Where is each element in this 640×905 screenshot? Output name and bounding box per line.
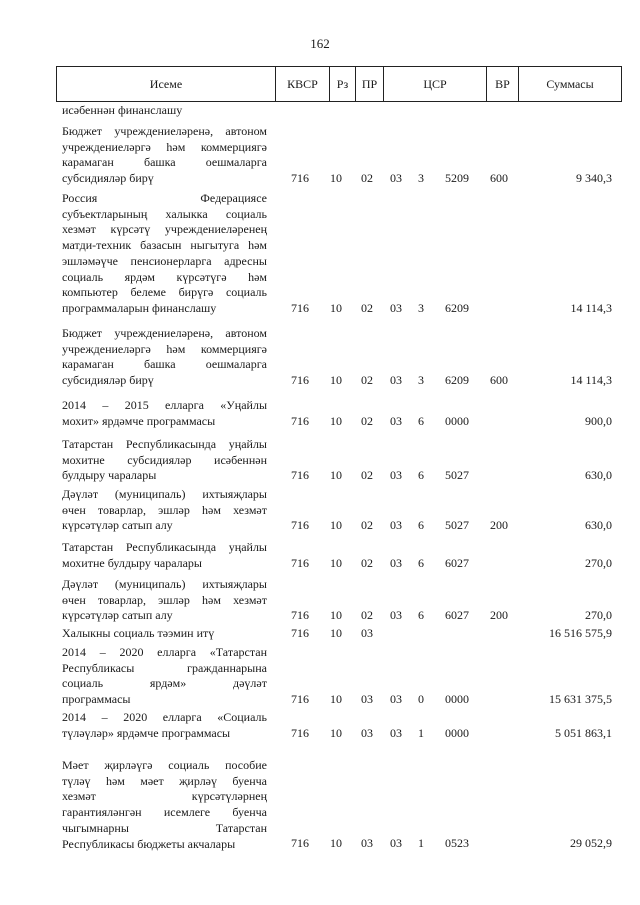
row-name	[62, 398, 267, 429]
header-kvsr: КВСР	[275, 67, 329, 101]
cell-pr: 03	[361, 836, 373, 851]
cell-pr: 02	[361, 555, 373, 570]
cell-c2: 6	[418, 468, 424, 483]
row-name-line: түләүләр» ярдәмче программасы	[62, 725, 231, 740]
table-row	[0, 540, 640, 571]
row-name	[62, 487, 267, 534]
cell-rz: 10	[330, 725, 342, 740]
cell-kvsr: 716	[291, 373, 309, 388]
page-number: 162	[310, 36, 330, 51]
cell-pr: 03	[361, 692, 373, 707]
cell-vr: 200	[490, 608, 508, 623]
cell-c2: 6	[418, 555, 424, 570]
row-name-line: Дәүләт (муниципаль) ихтыяҗлары	[62, 577, 267, 591]
row-name-line: исәбеннән финанслашу	[62, 103, 183, 117]
cell-c1: 03	[390, 608, 402, 623]
cell-kvsr: 716	[291, 625, 309, 640]
cell-kvsr: 716	[291, 836, 309, 851]
cell-vr: 200	[490, 518, 508, 533]
row-name	[62, 103, 267, 119]
cell-rz: 10	[330, 692, 342, 707]
cell-kvsr: 716	[291, 300, 309, 315]
header-name: Исеме	[149, 77, 183, 91]
cell-c2: 1	[418, 725, 424, 740]
cell-c2: 0	[418, 692, 424, 707]
table-row	[0, 758, 640, 852]
cell-sum: 29 052,9	[570, 836, 612, 851]
cell-c2: 1	[418, 836, 424, 851]
row-name	[62, 124, 267, 187]
row-name-line: Халыкны социаль тәэмин итү	[62, 626, 215, 640]
cell-rz: 10	[330, 625, 342, 640]
row-name	[62, 626, 267, 642]
header-pr: ПР	[355, 67, 383, 101]
row-name-line: булдыру чаралары	[62, 468, 157, 483]
cell-kvsr: 716	[291, 413, 309, 428]
table-row	[0, 710, 640, 741]
row-name-line: социаль ярдәм күрсәтүгә һәм	[62, 269, 267, 284]
row-name	[62, 437, 267, 484]
cell-c1: 03	[390, 413, 402, 428]
row-name-line: мохитне субсидияләр исәбеннән	[62, 452, 267, 467]
table-row	[0, 577, 640, 624]
header-vr: ВР	[486, 67, 518, 101]
cell-c1: 03	[390, 555, 402, 570]
cell-vr: 600	[490, 171, 508, 186]
row-name-line: Татарстан Республикасында уңайлы	[62, 540, 267, 554]
row-name-line: матди-техник базасын ныгытуга һәм	[62, 238, 267, 253]
cell-sum: 630,0	[585, 518, 612, 533]
cell-rz: 10	[330, 555, 342, 570]
cell-sum: 270,0	[585, 608, 612, 623]
row-name-line: күрсәтүләр сатып алу	[62, 518, 173, 533]
row-name	[62, 758, 267, 852]
cell-c1: 03	[390, 300, 402, 315]
table-row	[0, 626, 640, 642]
row-name-line: эшләмәүче пенсионерларга адресны	[62, 253, 267, 268]
cell-kvsr: 716	[291, 468, 309, 483]
cell-c2: 6	[418, 413, 424, 428]
cell-c3: 0000	[445, 725, 469, 740]
row-name-line: түләү һәм мәет җирләү буенча	[62, 773, 267, 788]
cell-sum: 630,0	[585, 468, 612, 483]
cell-c1: 03	[390, 836, 402, 851]
cell-c3: 5027	[445, 518, 469, 533]
cell-rz: 10	[330, 300, 342, 315]
row-name	[62, 540, 267, 571]
cell-c3: 0000	[445, 413, 469, 428]
table-row	[0, 124, 640, 187]
row-name	[62, 191, 267, 317]
cell-sum: 14 114,3	[570, 373, 612, 388]
header-csr: ЦСР	[383, 67, 486, 101]
cell-vr: 600	[490, 373, 508, 388]
cell-pr: 02	[361, 373, 373, 388]
table-row	[0, 103, 640, 119]
cell-rz: 10	[330, 608, 342, 623]
header-sum: Суммасы	[518, 67, 621, 101]
row-name-line: хезмәт күрсәтү учреждениеләренең	[62, 222, 267, 237]
cell-c3: 6027	[445, 555, 469, 570]
row-name	[62, 645, 267, 708]
cell-rz: 10	[330, 518, 342, 533]
row-name	[62, 577, 267, 624]
cell-pr: 02	[361, 413, 373, 428]
row-name-line: Республикасы бюджеты акчалары	[62, 836, 236, 851]
cell-rz: 10	[330, 413, 342, 428]
row-name-line: карамаган башка оешмаларга	[62, 155, 267, 170]
table-row	[0, 437, 640, 484]
cell-kvsr: 716	[291, 555, 309, 570]
cell-c1: 03	[390, 373, 402, 388]
cell-rz: 10	[330, 373, 342, 388]
cell-pr: 02	[361, 608, 373, 623]
row-name-line: программаларын финанслашу	[62, 300, 217, 315]
row-name-line: мохит» ярдәмче программасы	[62, 413, 216, 428]
row-name-line: учреждениеләргә һәм коммерциягә	[62, 341, 267, 356]
cell-kvsr: 716	[291, 692, 309, 707]
cell-c1: 03	[390, 725, 402, 740]
row-name	[62, 710, 267, 741]
cell-pr: 02	[361, 518, 373, 533]
row-name-line: Татарстан Республикасында уңайлы	[62, 437, 267, 451]
cell-pr: 02	[361, 300, 373, 315]
cell-c3: 0000	[445, 692, 469, 707]
cell-c3: 6209	[445, 300, 469, 315]
cell-sum: 900,0	[585, 413, 612, 428]
row-name-line: Бюджет учреждениеләренә, автоном	[62, 124, 267, 138]
row-name-line: субсидияләр бирү	[62, 373, 154, 388]
cell-sum: 16 516 575,9	[549, 625, 612, 640]
table-row	[0, 326, 640, 389]
row-name-line: Россия Федерациясе	[62, 191, 267, 205]
cell-c3: 6027	[445, 608, 469, 623]
cell-c1: 03	[390, 468, 402, 483]
cell-sum: 5 051 863,1	[555, 725, 612, 740]
cell-kvsr: 716	[291, 171, 309, 186]
cell-pr: 03	[361, 725, 373, 740]
cell-pr: 03	[361, 625, 373, 640]
row-name-line: күрсәтүләр сатып алу	[62, 608, 173, 623]
cell-sum: 14 114,3	[570, 300, 612, 315]
cell-sum: 15 631 375,5	[549, 692, 612, 707]
row-name-line: Дәүләт (муниципаль) ихтыяҗлары	[62, 487, 267, 501]
cell-c1: 03	[390, 171, 402, 186]
header-rz: Рз	[329, 67, 355, 101]
row-name-line: мохитне булдыру чаралары	[62, 555, 202, 570]
cell-sum: 9 340,3	[576, 171, 612, 186]
row-name	[62, 326, 267, 389]
table-row	[0, 645, 640, 708]
row-name-line: өчен товарлар, эшләр һәм хезмәт	[62, 502, 267, 517]
cell-rz: 10	[330, 836, 342, 851]
cell-kvsr: 716	[291, 608, 309, 623]
row-name-line: субсидияләр бирү	[62, 171, 154, 186]
row-name-line: учреждениеләргә һәм коммерциягә	[62, 139, 267, 154]
cell-pr: 02	[361, 171, 373, 186]
row-name-line: компьютер белеме бирүгә социаль	[62, 285, 267, 300]
cell-sum: 270,0	[585, 555, 612, 570]
cell-c2: 3	[418, 373, 424, 388]
table-row	[0, 398, 640, 429]
row-name-line: Республикасы гражданнарына	[62, 660, 267, 675]
table-row	[0, 487, 640, 534]
row-name-line: программасы	[62, 692, 131, 707]
cell-kvsr: 716	[291, 725, 309, 740]
cell-c3: 5209	[445, 171, 469, 186]
cell-c1: 03	[390, 518, 402, 533]
row-name-line: 2014 – 2020 елларга «Татарстан	[62, 645, 267, 659]
row-name-line: 2014 – 2015 елларга «Уңайлы	[62, 398, 267, 412]
cell-rz: 10	[330, 171, 342, 186]
row-name-line: Бюджет учреждениеләренә, автоном	[62, 326, 267, 340]
row-name-line: өчен товарлар, эшләр һәм хезмәт	[62, 592, 267, 607]
row-name-line: субъектларының халыкка социаль	[62, 206, 267, 221]
cell-c3: 0523	[445, 836, 469, 851]
cell-pr: 02	[361, 468, 373, 483]
row-name-line: гарантияләнгән исемлеге буенча	[62, 805, 267, 820]
cell-rz: 10	[330, 468, 342, 483]
cell-c2: 3	[418, 171, 424, 186]
row-name-line: чыгымнарны Татарстан	[62, 820, 267, 835]
cell-c2: 6	[418, 518, 424, 533]
cell-c3: 5027	[445, 468, 469, 483]
cell-c1: 03	[390, 692, 402, 707]
row-name-line: карамаган башка оешмаларга	[62, 357, 267, 372]
cell-kvsr: 716	[291, 518, 309, 533]
row-name-line: Мәет җирләүгә социаль пособие	[62, 758, 267, 772]
row-name-line: 2014 – 2020 елларга «Социаль	[62, 710, 267, 724]
row-name-line: социаль ярдәм» дәүләт	[62, 676, 267, 691]
cell-c3: 6209	[445, 373, 469, 388]
cell-c2: 3	[418, 300, 424, 315]
table-header	[56, 66, 622, 102]
row-name-line: хезмәт күрсәтүләрнең	[62, 789, 267, 804]
cell-c2: 6	[418, 608, 424, 623]
table-row	[0, 191, 640, 317]
